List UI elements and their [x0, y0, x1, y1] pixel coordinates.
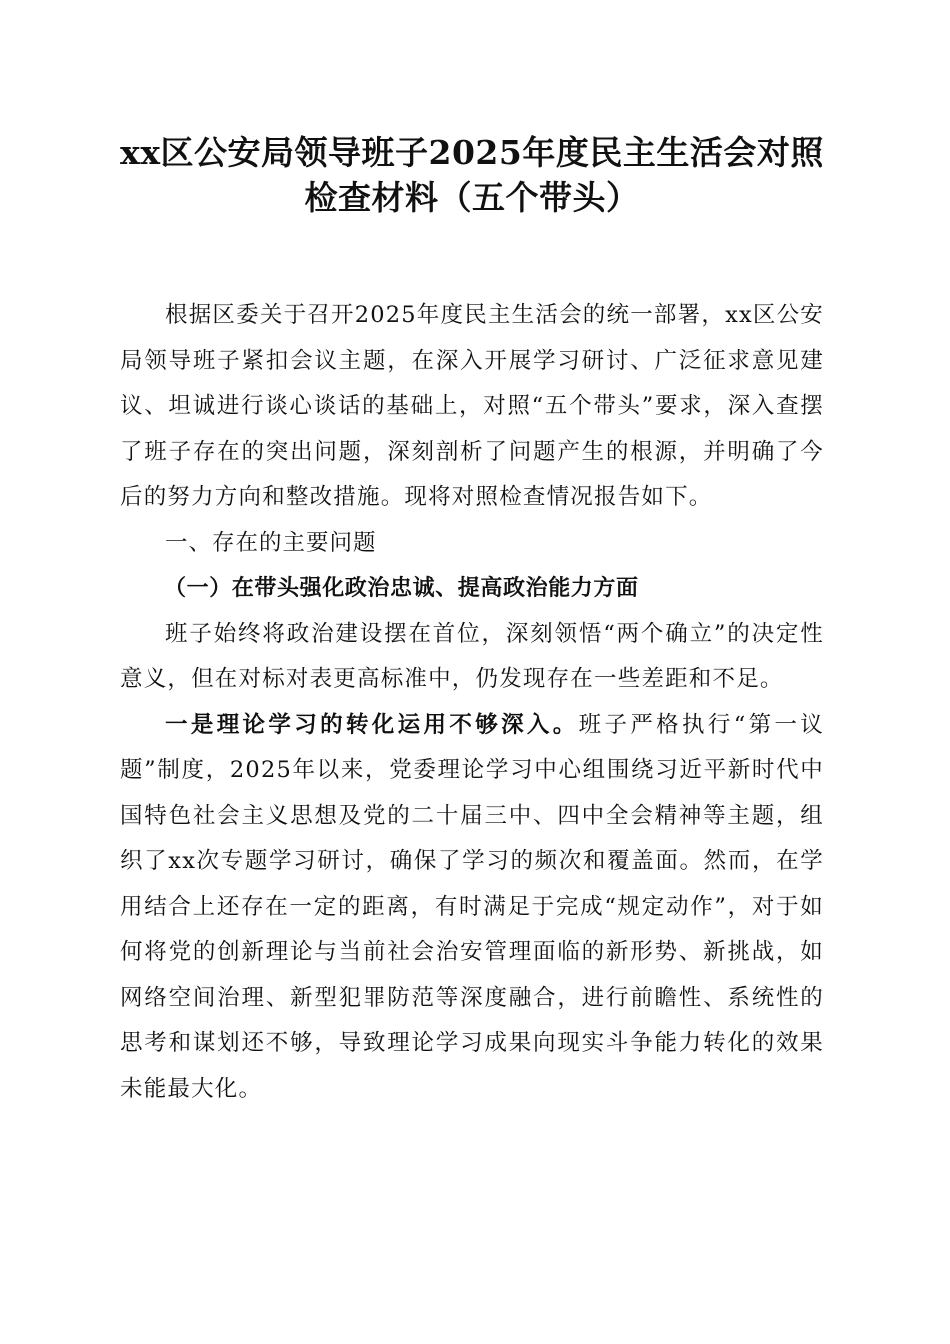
subsection-heading: （一）在带头强化政治忠诚、提高政治能力方面 — [164, 575, 639, 601]
point-lead: 一是理论学习的转化运用不够深入。 — [165, 711, 579, 738]
point-paragraph — [120, 703, 824, 1113]
document-body — [120, 130, 824, 1112]
document-title: xx区公安局领导班子2025年度民主生活会对照检查材料（五个带头） — [120, 133, 824, 217]
intro-paragraph: 根据区委关于召开2025年度民主生活会的统一部署，xx区公安局领导班子紧扣会议主题，在深入开展学习研讨、广泛征求意见建议、坦诚进行谈心谈话的基础上，对照“五个带头”要求，深入查摆了班子存在的突出问题，深刻剖析了问题产生的根源，并明确了今后的努力方向和整改措施。现将对照检查情况报告如下。 — [120, 302, 824, 510]
point-body: 班子严格执行“第一议题”制度，2025年以来，党委理论学习中心组围绕习近平新时代中国特色社会主义思想及党的二十届三中、四中全会精神等主题，组织了xx次专题学习研讨，确保了学习的频次和覆盖面。然而，在学用结合上还存在一定的距离，有时满足于完成“规定动作”，对于如何将党的创新理论与当前社会治安管理面临的新形势、新挑战，如网络空间治理、新型犯罪防范等深度融合，进行前瞻性、系统性的思考和谋划还不够，导致理论学习成果向现实斗争能力转化的效果未能最大化。 — [120, 711, 824, 1102]
section-heading: 一、存在的主要问题 — [165, 529, 377, 556]
body-paragraph: 班子始终将政治建设摆在首位，深刻领悟“两个确立”的决定性意义，但在对标对表更高标准中，仍发现存在一些差距和不足。 — [120, 620, 824, 692]
